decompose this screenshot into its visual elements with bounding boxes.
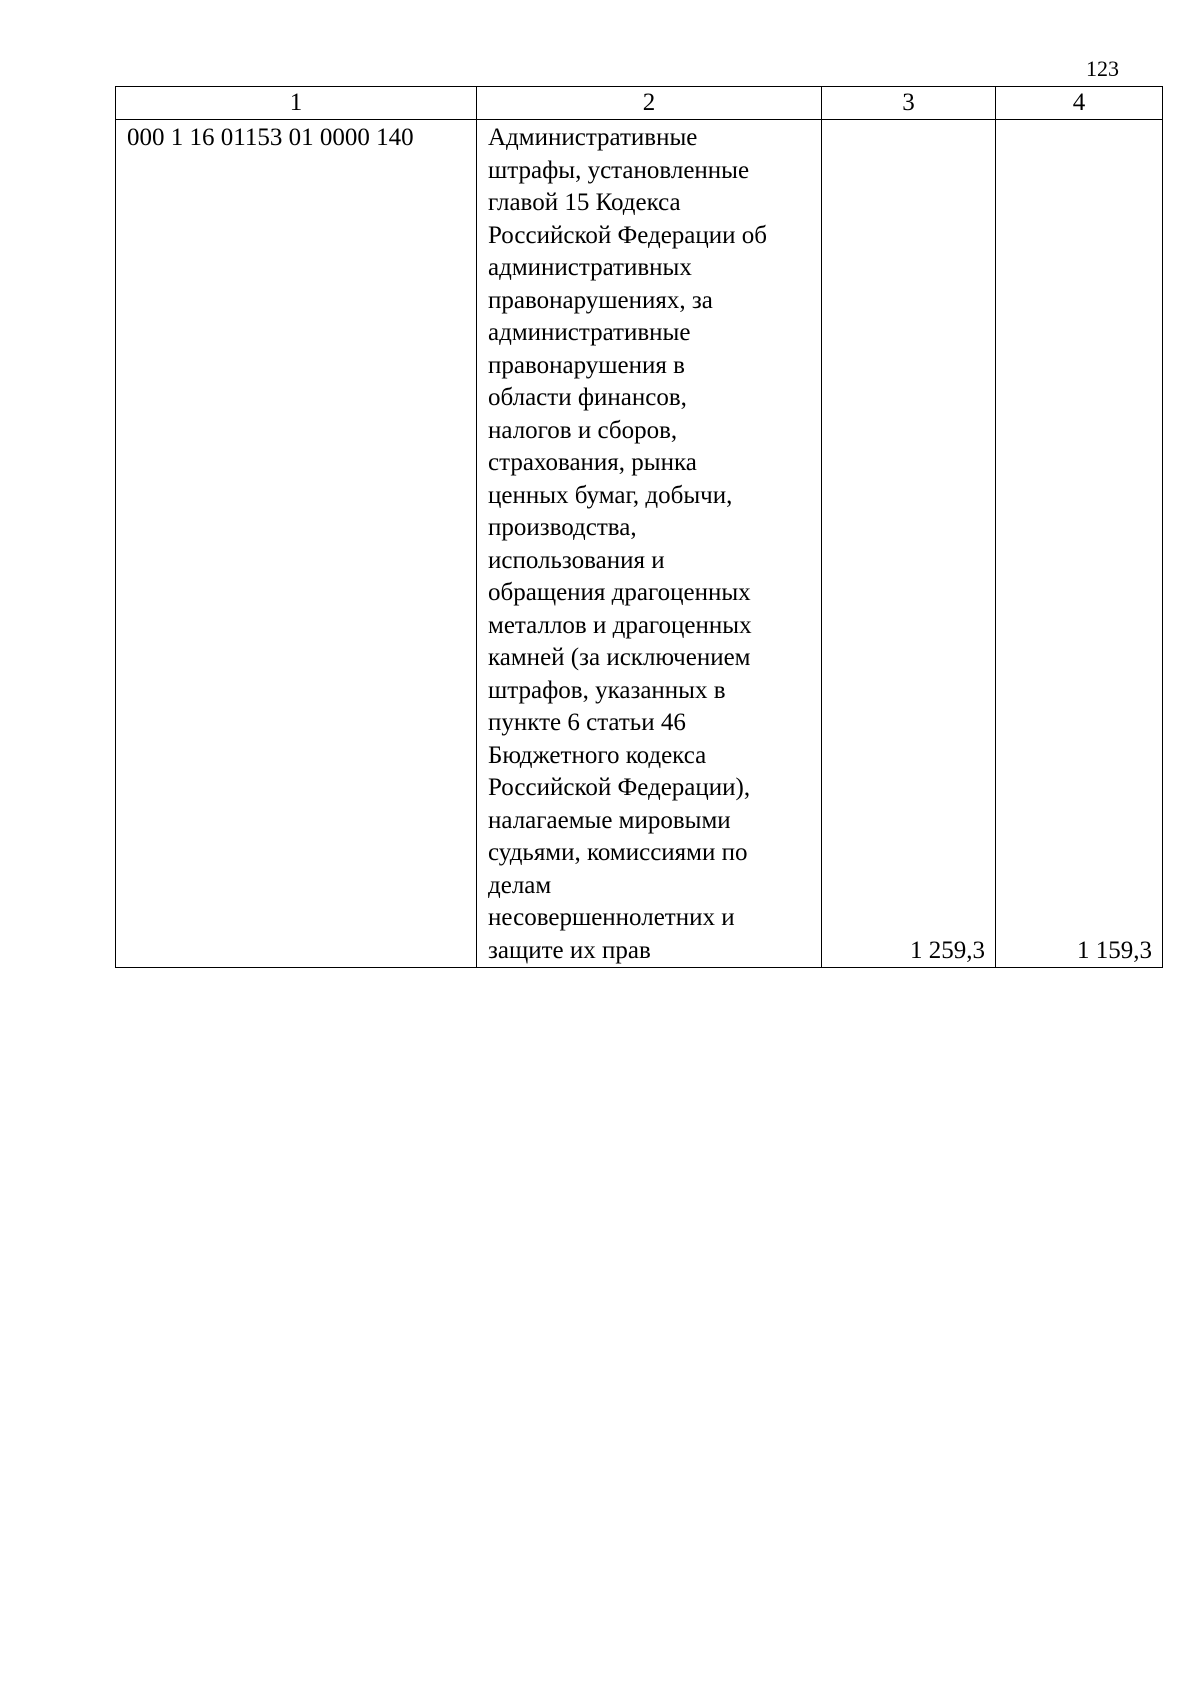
classification-code: 000 1 16 01153 01 0000 140 [116,120,477,968]
page-number: 123 [1086,56,1119,81]
revenue-name: Административные штрафы, установленные главой 15 Кодекса Российской Федерации об административных правонарушениях, за административные правонарушения в области финансов, налогов и сборов, страхования, рынка ценных бумаг, добычи, производства, использования и обращения драгоценных металлов и драгоценных камней (за исключением штрафов, указанных в пункте 6 статьи 46 Бюджетного кодекса Российской Федерации), налагаемые мировыми судьями, комиссиями по делам несовершеннолетних и защите их прав [477,120,822,968]
budget-table [115,86,1163,968]
column-header: 1 [116,87,477,120]
amount-column-4: 1 159,3 [996,120,1163,968]
amount-column-3: 1 259,3 [822,120,996,968]
column-header: 4 [996,87,1163,120]
table-header-row [116,87,1163,120]
table-row [116,120,1163,968]
column-header: 2 [477,87,822,120]
column-header: 3 [822,87,996,120]
